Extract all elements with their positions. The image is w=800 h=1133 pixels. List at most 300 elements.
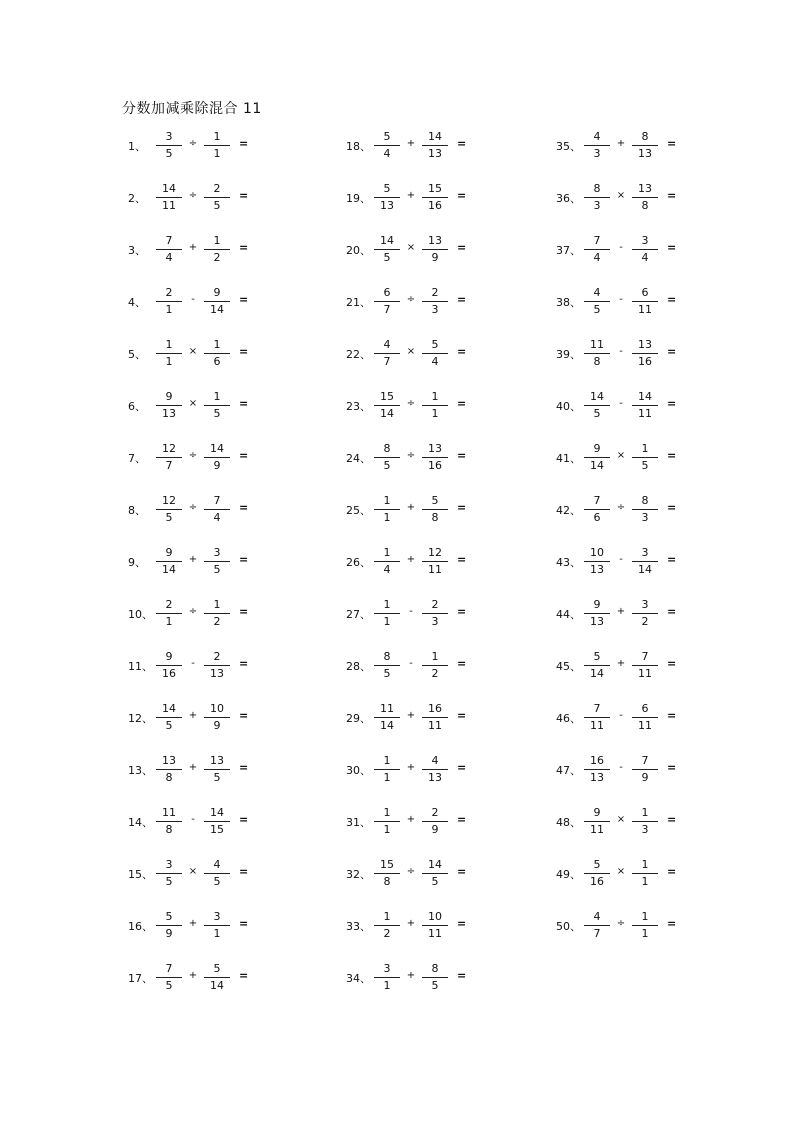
equals-sign: = — [239, 917, 249, 930]
denominator: 11 — [638, 407, 652, 420]
denominator: 9 — [213, 719, 221, 732]
fraction-b — [203, 701, 231, 733]
fraction-a — [373, 493, 401, 525]
fraction-b — [421, 441, 449, 473]
problem-item — [556, 909, 766, 945]
denominator: 5 — [213, 875, 221, 888]
problem-item — [556, 597, 766, 633]
equals-sign: = — [667, 865, 677, 878]
denominator: 4 — [431, 355, 439, 368]
denominator: 8 — [641, 199, 649, 212]
operator: × — [616, 190, 626, 201]
problem-item — [128, 649, 338, 685]
numerator: 14 — [638, 390, 652, 403]
numerator: 15 — [380, 858, 394, 871]
fraction-a — [155, 389, 183, 421]
operator: - — [191, 814, 195, 825]
denominator: 1 — [383, 615, 391, 628]
problem-number: 2、 — [128, 192, 146, 205]
operator: ÷ — [188, 450, 198, 461]
equals-sign: = — [457, 865, 467, 878]
equals-sign: = — [457, 709, 467, 722]
denominator: 8 — [431, 511, 439, 524]
problem-number: 43、 — [556, 556, 581, 569]
problem-item — [556, 181, 766, 217]
denominator: 5 — [165, 875, 173, 888]
denominator: 2 — [641, 615, 649, 628]
denominator: 5 — [383, 667, 391, 680]
operator: × — [616, 866, 626, 877]
problem-number: 5、 — [128, 348, 146, 361]
fraction-b — [631, 701, 659, 733]
numerator: 7 — [593, 234, 601, 247]
equals-sign: = — [457, 917, 467, 930]
problem-number: 31、 — [346, 816, 371, 829]
equals-sign: = — [457, 345, 467, 358]
worksheet-title: 分数加减乘除混合 11 — [122, 101, 262, 117]
problem-number: 32、 — [346, 868, 371, 881]
denominator: 14 — [638, 563, 652, 576]
denominator: 1 — [165, 303, 173, 316]
equals-sign: = — [667, 761, 677, 774]
equals-sign: = — [457, 293, 467, 306]
fraction-b — [421, 753, 449, 785]
denominator: 4 — [641, 251, 649, 264]
problem-item — [346, 857, 556, 893]
equals-sign: = — [667, 605, 677, 618]
denominator: 7 — [593, 927, 601, 940]
numerator: 13 — [428, 234, 442, 247]
numerator: 3 — [165, 858, 173, 871]
problem-item — [556, 545, 766, 581]
equals-sign: = — [239, 137, 249, 150]
denominator: 7 — [383, 303, 391, 316]
problem-number: 12、 — [128, 712, 153, 725]
numerator: 5 — [431, 338, 439, 351]
denominator: 14 — [380, 407, 394, 420]
problem-item — [128, 545, 338, 581]
numerator: 2 — [213, 182, 221, 195]
problem-item — [556, 753, 766, 789]
equals-sign: = — [667, 137, 677, 150]
fraction-a — [583, 597, 611, 629]
fraction-a — [155, 649, 183, 681]
operator: × — [406, 346, 416, 357]
operator: + — [188, 554, 198, 565]
fraction-a — [155, 701, 183, 733]
problem-number: 35、 — [556, 140, 581, 153]
denominator: 5 — [165, 719, 173, 732]
denominator: 16 — [428, 459, 442, 472]
operator: - — [619, 346, 623, 357]
problem-item — [346, 909, 556, 945]
equals-sign: = — [667, 553, 677, 566]
equals-sign: = — [457, 813, 467, 826]
numerator: 1 — [641, 442, 649, 455]
equals-sign: = — [667, 241, 677, 254]
denominator: 2 — [213, 251, 221, 264]
numerator: 16 — [590, 754, 604, 767]
fraction-b — [631, 753, 659, 785]
numerator: 1 — [383, 494, 391, 507]
fraction-b — [203, 389, 231, 421]
numerator: 1 — [213, 598, 221, 611]
fraction-b — [421, 805, 449, 837]
denominator: 11 — [162, 199, 176, 212]
problem-item — [346, 493, 556, 529]
denominator: 11 — [638, 303, 652, 316]
problem-number: 29、 — [346, 712, 371, 725]
equals-sign: = — [239, 761, 249, 774]
operator: + — [406, 762, 416, 773]
equals-sign: = — [457, 657, 467, 670]
fraction-b — [421, 909, 449, 941]
denominator: 5 — [641, 459, 649, 472]
fraction-a — [373, 233, 401, 265]
fraction-b — [421, 129, 449, 161]
problem-number: 4、 — [128, 296, 146, 309]
problem-item — [346, 233, 556, 269]
numerator: 7 — [593, 702, 601, 715]
equals-sign: = — [239, 709, 249, 722]
numerator: 1 — [641, 910, 649, 923]
numerator: 1 — [383, 598, 391, 611]
numerator: 5 — [431, 494, 439, 507]
operator: ÷ — [406, 866, 416, 877]
numerator: 7 — [165, 234, 173, 247]
numerator: 1 — [431, 650, 439, 663]
numerator: 9 — [593, 442, 601, 455]
problem-item — [128, 597, 338, 633]
numerator: 16 — [428, 702, 442, 715]
numerator: 4 — [593, 910, 601, 923]
denominator: 11 — [638, 667, 652, 680]
operator: - — [619, 242, 623, 253]
numerator: 12 — [428, 546, 442, 559]
equals-sign: = — [457, 397, 467, 410]
equals-sign: = — [457, 553, 467, 566]
fraction-a — [155, 805, 183, 837]
denominator: 14 — [210, 303, 224, 316]
numerator: 4 — [593, 286, 601, 299]
fraction-a — [583, 493, 611, 525]
numerator: 8 — [641, 494, 649, 507]
problem-item — [556, 701, 766, 737]
fraction-a — [373, 389, 401, 421]
fraction-b — [421, 701, 449, 733]
operator: + — [188, 970, 198, 981]
problem-number: 23、 — [346, 400, 371, 413]
operator: + — [188, 918, 198, 929]
fraction-a — [373, 129, 401, 161]
fraction-a — [373, 597, 401, 629]
problem-item — [128, 493, 338, 529]
numerator: 11 — [590, 338, 604, 351]
equals-sign: = — [457, 241, 467, 254]
numerator: 14 — [428, 130, 442, 143]
denominator: 8 — [383, 875, 391, 888]
numerator: 1 — [383, 910, 391, 923]
fraction-a — [583, 285, 611, 317]
fraction-a — [155, 285, 183, 317]
operator: + — [188, 762, 198, 773]
denominator: 5 — [431, 875, 439, 888]
fraction-b — [631, 129, 659, 161]
fraction-b — [421, 961, 449, 993]
operator: + — [406, 918, 416, 929]
denominator: 5 — [213, 771, 221, 784]
problem-number: 16、 — [128, 920, 153, 933]
problem-item — [346, 649, 556, 685]
numerator: 1 — [165, 338, 173, 351]
equals-sign: = — [457, 137, 467, 150]
denominator: 4 — [593, 251, 601, 264]
fraction-b — [421, 545, 449, 577]
denominator: 1 — [641, 875, 649, 888]
denominator: 1 — [165, 615, 173, 628]
fraction-b — [203, 909, 231, 941]
fraction-a — [373, 701, 401, 733]
equals-sign: = — [667, 397, 677, 410]
problem-number: 44、 — [556, 608, 581, 621]
denominator: 4 — [213, 511, 221, 524]
operator: × — [406, 242, 416, 253]
denominator: 3 — [593, 147, 601, 160]
problem-number: 8、 — [128, 504, 146, 517]
numerator: 8 — [383, 442, 391, 455]
problem-item — [346, 337, 556, 373]
problem-number: 21、 — [346, 296, 371, 309]
numerator: 2 — [213, 650, 221, 663]
denominator: 16 — [162, 667, 176, 680]
denominator: 8 — [593, 355, 601, 368]
problem-number: 30、 — [346, 764, 371, 777]
problem-item — [128, 961, 338, 997]
denominator: 9 — [431, 823, 439, 836]
denominator: 6 — [213, 355, 221, 368]
numerator: 1 — [383, 806, 391, 819]
denominator: 14 — [590, 667, 604, 680]
operator: + — [616, 658, 626, 669]
numerator: 4 — [213, 858, 221, 871]
problem-number: 27、 — [346, 608, 371, 621]
equals-sign: = — [457, 189, 467, 202]
problem-number: 22、 — [346, 348, 371, 361]
fraction-a — [373, 181, 401, 213]
denominator: 9 — [213, 459, 221, 472]
problem-number: 49、 — [556, 868, 581, 881]
fraction-b — [421, 233, 449, 265]
problem-number: 41、 — [556, 452, 581, 465]
equals-sign: = — [667, 293, 677, 306]
numerator: 9 — [213, 286, 221, 299]
equals-sign: = — [239, 397, 249, 410]
numerator: 7 — [165, 962, 173, 975]
denominator: 14 — [590, 459, 604, 472]
numerator: 1 — [383, 546, 391, 559]
problem-item — [128, 285, 338, 321]
numerator: 1 — [641, 858, 649, 871]
fraction-a — [155, 857, 183, 889]
fraction-a — [373, 441, 401, 473]
numerator: 8 — [593, 182, 601, 195]
operator: + — [406, 554, 416, 565]
problem-item — [556, 441, 766, 477]
fraction-a — [155, 597, 183, 629]
equals-sign: = — [239, 345, 249, 358]
fraction-a — [583, 545, 611, 577]
problem-item — [128, 441, 338, 477]
numerator: 3 — [213, 546, 221, 559]
denominator: 1 — [213, 147, 221, 160]
numerator: 10 — [210, 702, 224, 715]
fraction-b — [421, 649, 449, 681]
operator: + — [188, 710, 198, 721]
numerator: 14 — [210, 806, 224, 819]
denominator: 11 — [590, 823, 604, 836]
equals-sign: = — [457, 449, 467, 462]
denominator: 16 — [638, 355, 652, 368]
numerator: 13 — [210, 754, 224, 767]
numerator: 1 — [213, 390, 221, 403]
fraction-a — [583, 857, 611, 889]
denominator: 13 — [428, 771, 442, 784]
fraction-b — [421, 493, 449, 525]
numerator: 1 — [213, 338, 221, 351]
fraction-b — [203, 545, 231, 577]
fraction-a — [155, 753, 183, 785]
operator: + — [188, 242, 198, 253]
problem-item — [346, 129, 556, 165]
problem-number: 45、 — [556, 660, 581, 673]
problem-item — [556, 649, 766, 685]
problem-number: 47、 — [556, 764, 581, 777]
problem-item — [128, 909, 338, 945]
problem-number: 11、 — [128, 660, 153, 673]
fraction-a — [373, 961, 401, 993]
fraction-a — [373, 545, 401, 577]
operator: - — [619, 710, 623, 721]
numerator: 2 — [165, 286, 173, 299]
denominator: 11 — [428, 563, 442, 576]
numerator: 13 — [162, 754, 176, 767]
denominator: 4 — [383, 563, 391, 576]
fraction-a — [583, 441, 611, 473]
denominator: 11 — [428, 719, 442, 732]
numerator: 5 — [593, 858, 601, 871]
problem-item — [128, 129, 338, 165]
numerator: 14 — [380, 234, 394, 247]
numerator: 3 — [641, 234, 649, 247]
numerator: 1 — [213, 234, 221, 247]
fraction-a — [583, 129, 611, 161]
fraction-b — [631, 597, 659, 629]
numerator: 3 — [641, 546, 649, 559]
problem-number: 24、 — [346, 452, 371, 465]
numerator: 6 — [641, 702, 649, 715]
numerator: 3 — [383, 962, 391, 975]
numerator: 5 — [165, 910, 173, 923]
fraction-b — [421, 857, 449, 889]
equals-sign: = — [667, 917, 677, 930]
operator: × — [616, 814, 626, 825]
denominator: 13 — [590, 615, 604, 628]
fraction-b — [203, 181, 231, 213]
operator: ÷ — [188, 190, 198, 201]
numerator: 12 — [162, 494, 176, 507]
numerator: 11 — [380, 702, 394, 715]
operator: + — [406, 970, 416, 981]
denominator: 9 — [641, 771, 649, 784]
denominator: 9 — [165, 927, 173, 940]
fraction-b — [203, 337, 231, 369]
fraction-a — [155, 441, 183, 473]
fraction-a — [373, 753, 401, 785]
problem-item — [128, 233, 338, 269]
operator: ÷ — [188, 502, 198, 513]
equals-sign: = — [239, 605, 249, 618]
fraction-b — [203, 961, 231, 993]
numerator: 5 — [383, 130, 391, 143]
fraction-b — [203, 597, 231, 629]
problem-number: 38、 — [556, 296, 581, 309]
problem-item — [346, 753, 556, 789]
problem-number: 28、 — [346, 660, 371, 673]
fraction-b — [203, 493, 231, 525]
problem-number: 20、 — [346, 244, 371, 257]
denominator: 5 — [593, 407, 601, 420]
fraction-b — [631, 805, 659, 837]
fraction-a — [373, 805, 401, 837]
operator: + — [406, 190, 416, 201]
fraction-a — [155, 129, 183, 161]
fraction-b — [631, 857, 659, 889]
equals-sign: = — [667, 813, 677, 826]
problem-number: 48、 — [556, 816, 581, 829]
problem-number: 36、 — [556, 192, 581, 205]
numerator: 9 — [165, 390, 173, 403]
fraction-b — [203, 233, 231, 265]
fraction-a — [155, 181, 183, 213]
equals-sign: = — [239, 189, 249, 202]
problem-item — [556, 857, 766, 893]
equals-sign: = — [239, 501, 249, 514]
numerator: 14 — [162, 182, 176, 195]
equals-sign: = — [457, 501, 467, 514]
fraction-a — [583, 701, 611, 733]
denominator: 2 — [383, 927, 391, 940]
problem-item — [128, 337, 338, 373]
operator: ÷ — [406, 398, 416, 409]
denominator: 14 — [162, 563, 176, 576]
fraction-b — [631, 649, 659, 681]
equals-sign: = — [239, 241, 249, 254]
numerator: 14 — [210, 442, 224, 455]
problem-item — [346, 805, 556, 841]
denominator: 13 — [428, 147, 442, 160]
denominator: 11 — [428, 927, 442, 940]
fraction-b — [203, 753, 231, 785]
problem-item — [128, 389, 338, 425]
denominator: 8 — [165, 771, 173, 784]
problem-item — [346, 285, 556, 321]
denominator: 1 — [383, 771, 391, 784]
fraction-a — [155, 909, 183, 941]
denominator: 14 — [210, 979, 224, 992]
denominator: 5 — [383, 251, 391, 264]
fraction-a — [583, 233, 611, 265]
numerator: 2 — [165, 598, 173, 611]
